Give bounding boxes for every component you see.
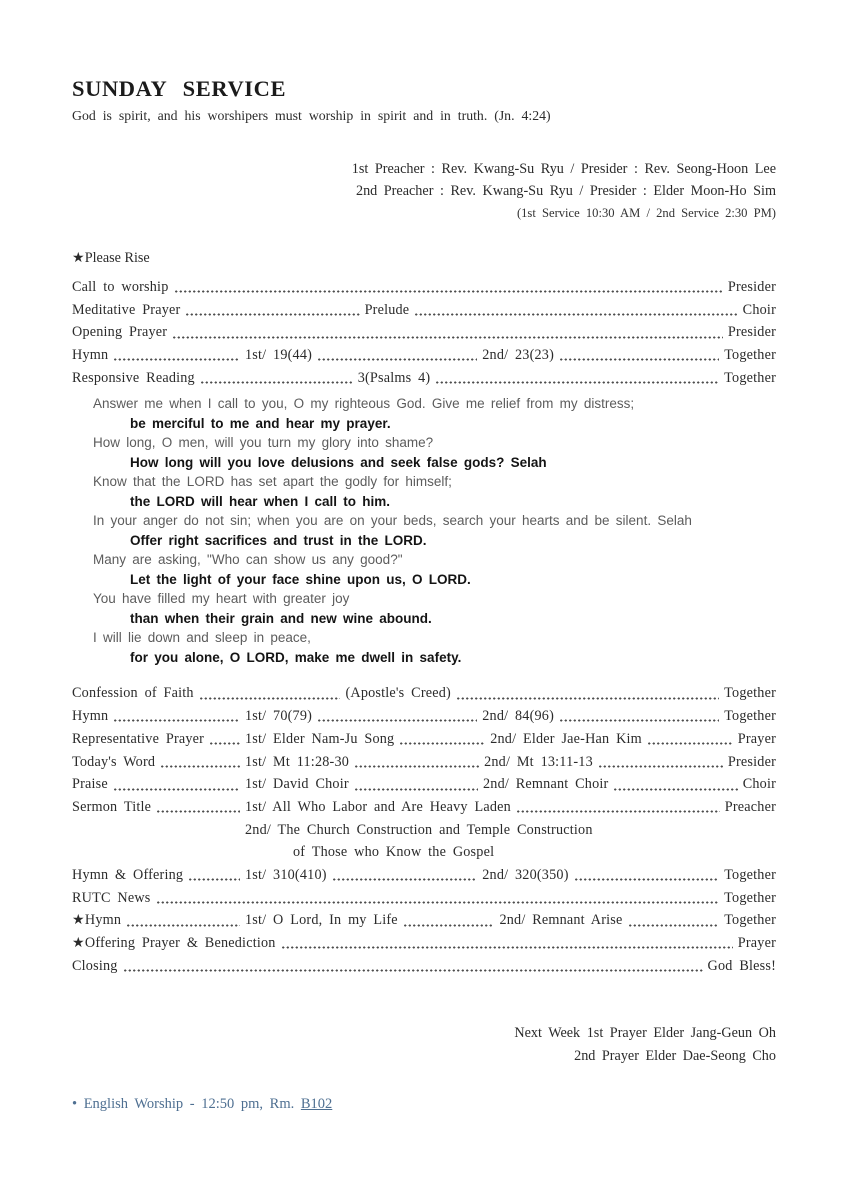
program-row [72,770,776,793]
dot-leader [435,381,719,384]
dot-leader [613,788,737,791]
dot-leader [414,313,737,316]
reading-leader-line: Know that the LORD has set apart the godly for himself; [93,474,452,490]
program-item-label: Opening Prayer [72,324,168,341]
reading-leader-line: Answer me when I call to you, O my righteous God. Give me relief from my distress; [93,396,635,412]
program-continuation-row [72,815,776,838]
dot-leader [199,697,341,700]
program-top-section [72,273,776,386]
program-item-label: Praise [72,776,108,793]
program-row [72,363,776,386]
program-row [72,951,776,974]
dot-leader [174,290,723,293]
dot-leader [160,765,240,768]
dot-leader [123,969,703,972]
program-row [72,702,776,725]
program-label-cell [72,868,245,883]
program-second-service-value: 2nd/ Elder Jae-Han Kim [490,730,642,747]
program-row [72,793,776,816]
program-item-label: Hymn [72,708,109,725]
program-mid-value: (Apostle's Creed) [345,685,451,702]
next-week-line-2: 2nd Prayer Elder Dae-Seong Cho [574,1048,776,1065]
program-assignee: Choir [742,776,777,793]
program-label-cell [72,913,245,928]
program-item-label: Sermon Title [72,798,152,815]
program-row [72,318,776,341]
program-assignee: Prayer [737,935,776,952]
dot-leader [574,878,720,881]
dot-leader [209,742,240,745]
dot-leader [156,810,240,813]
program-item-label: Closing [72,957,118,974]
dot-leader [354,788,478,791]
reading-congregation-line: be merciful to me and hear my prayer. [130,415,391,431]
dot-leader [113,788,240,791]
reading-congregation-line: for you alone, O LORD, make me dwell in safety. [130,649,462,665]
dot-leader [516,810,720,813]
reading-leader-line: I will lie down and sleep in peace, [93,630,311,646]
program-assignee: God Bless! [707,957,776,974]
program-assignee: Preacher [724,798,776,815]
program-item-label: Confession of Faith [72,685,194,702]
program-assignee: Together [724,866,777,883]
program-second-service-value: 2nd/ Remnant Arise [499,912,623,929]
program-item-label: Call to worship [72,279,169,296]
dot-leader [156,901,720,904]
program-continuation-text: of Those who Know the Gospel [293,844,495,861]
program-row [72,747,776,770]
dot-leader [399,742,485,745]
program-item-label: Meditative Prayer [72,301,181,318]
program-second-service-value: 2nd/ 320(350) [482,866,569,883]
program-first-service-value: 1st/ Mt 11:28-30 [245,753,350,770]
program-bottom-section [72,679,776,974]
page-title: SUNDAY SERVICE [72,76,287,101]
program-assignee: Presider [727,753,776,770]
dot-leader [647,742,733,745]
program-first-service-value: 1st/ David Choir [245,776,349,793]
dot-leader [559,358,719,361]
program-item-label: Hymn & Offering [72,866,184,883]
responsive-reading-section [72,394,776,667]
program-first-service-value: 1st/ Elder Nam-Ju Song [245,730,395,747]
dot-leader [317,719,477,722]
service-times: (1st Service 10:30 AM / 2nd Service 2:30 PM) [516,206,776,221]
dot-leader [354,765,479,768]
program-assignee: Together [724,347,777,364]
program-assignee: Together [724,685,776,702]
program-item-label: Today's Word [72,753,156,770]
program-first-service-value: 1st/ 19(44) [245,347,313,364]
program-row [72,929,776,952]
english-worship-text: • English Worship - 12:50 pm, Rm. [72,1096,301,1113]
dot-leader [126,924,240,927]
dot-leader [113,358,240,361]
reading-leader-line: Many are asking, "Who can show us any good?" [93,552,403,568]
dot-leader [456,697,719,700]
program-item-label: RUTC News [72,889,151,906]
english-worship-note [72,1096,776,1113]
dot-leader [281,946,733,949]
program-second-service-value: 2nd/ Remnant Choir [483,776,609,793]
program-row [72,273,776,296]
program-row [72,724,776,747]
program-item-label: Representative Prayer [72,730,205,747]
next-week-line-1: Next Week 1st Prayer Elder Jang-Geun Oh [514,1025,776,1042]
program-mid-value: Prelude [364,301,410,318]
program-item-label: ★Offering Prayer & Benediction [72,935,276,952]
reading-congregation-line: the LORD will hear when I call to him. [130,493,391,509]
reading-leader-line: How long, O men, will you turn my glory into shame? [93,435,434,451]
program-assignee: Choir [742,301,776,318]
dot-leader [598,765,723,768]
scripture-subtitle: God is spirit, and his worshipers must worship in spirit and in truth. (Jn. 4:24) [72,107,551,123]
program-row [72,883,776,906]
dot-leader [200,381,353,384]
reading-leader-line: You have filled my heart with greater joy [93,591,350,607]
program-assignee: Together [724,912,777,929]
program-row [72,906,776,929]
program-assignee: Prayer [737,730,776,747]
program-label-cell [72,348,245,363]
dot-leader [559,719,719,722]
preacher-line-2: 2nd Preacher : Rev. Kwang-Su Ryu / Presider : Elder Moon-Ho Sim [355,182,776,199]
program-label-cell [72,755,245,770]
reading-congregation-line: How long will you love delusions and seek false gods? Selah [130,454,547,470]
next-week-info [72,1022,776,1068]
program-row [72,679,776,702]
program-row [72,861,776,884]
reading-leader-line: In your anger do not sin; when you are on your beds, search your hearts and be silent. Selah [93,513,692,529]
program-second-service-value: 2nd/ 84(96) [482,708,555,725]
program-assignee: Together [724,369,776,386]
program-assignee: Presider [727,279,776,296]
dot-leader [185,313,359,316]
dot-leader [172,336,723,339]
program-first-service-value: 1st/ All Who Labor and Are Heavy Laden [245,798,511,815]
program-row [72,341,776,364]
reading-congregation-line: than when their grain and new wine abound. [130,610,432,626]
program-assignee: Together [724,889,776,906]
dot-leader [188,878,240,881]
program-item-label: ★Hymn [72,912,122,929]
program-label-cell [72,777,245,792]
dot-leader [628,924,720,927]
program-continuation-text: 2nd/ The Church Construction and Temple Construction [245,821,593,838]
program-label-cell [72,732,245,747]
program-label-cell [72,709,245,724]
dot-leader [403,924,495,927]
program-item-label: Responsive Reading [72,369,195,386]
program-assignee: Together [724,708,777,725]
program-mid-value: 3(Psalms 4) [357,369,431,386]
program-first-service-value: 1st/ 70(79) [245,708,313,725]
reading-congregation-line: Let the light of your face shine upon us, O LORD. [130,571,471,587]
program-second-service-value: 2nd/ Mt 13:11-13 [484,753,593,770]
dot-leader [317,358,477,361]
program-label-cell [72,800,245,815]
please-rise-note: ★Please Rise [72,250,150,267]
preacher-line-1: 1st Preacher : Rev. Kwang-Su Ryu / Presider : Rev. Seong-Hoon Lee [351,161,776,178]
dot-leader [332,878,478,881]
program-second-service-value: 2nd/ 23(23) [482,347,555,364]
dot-leader [113,719,240,722]
reading-congregation-line: Offer right sacrifices and trust in the LORD. [130,532,427,548]
program-row [72,295,776,318]
preacher-info [72,159,776,223]
program-continuation-row [72,838,776,861]
program-assignee: Presider [727,324,776,341]
program-first-service-value: 1st/ 310(410) [245,866,327,883]
program-first-service-value: 1st/ O Lord, In my Life [245,912,398,929]
program-item-label: Hymn [72,347,109,364]
room-link[interactable]: B102 [300,1096,333,1113]
